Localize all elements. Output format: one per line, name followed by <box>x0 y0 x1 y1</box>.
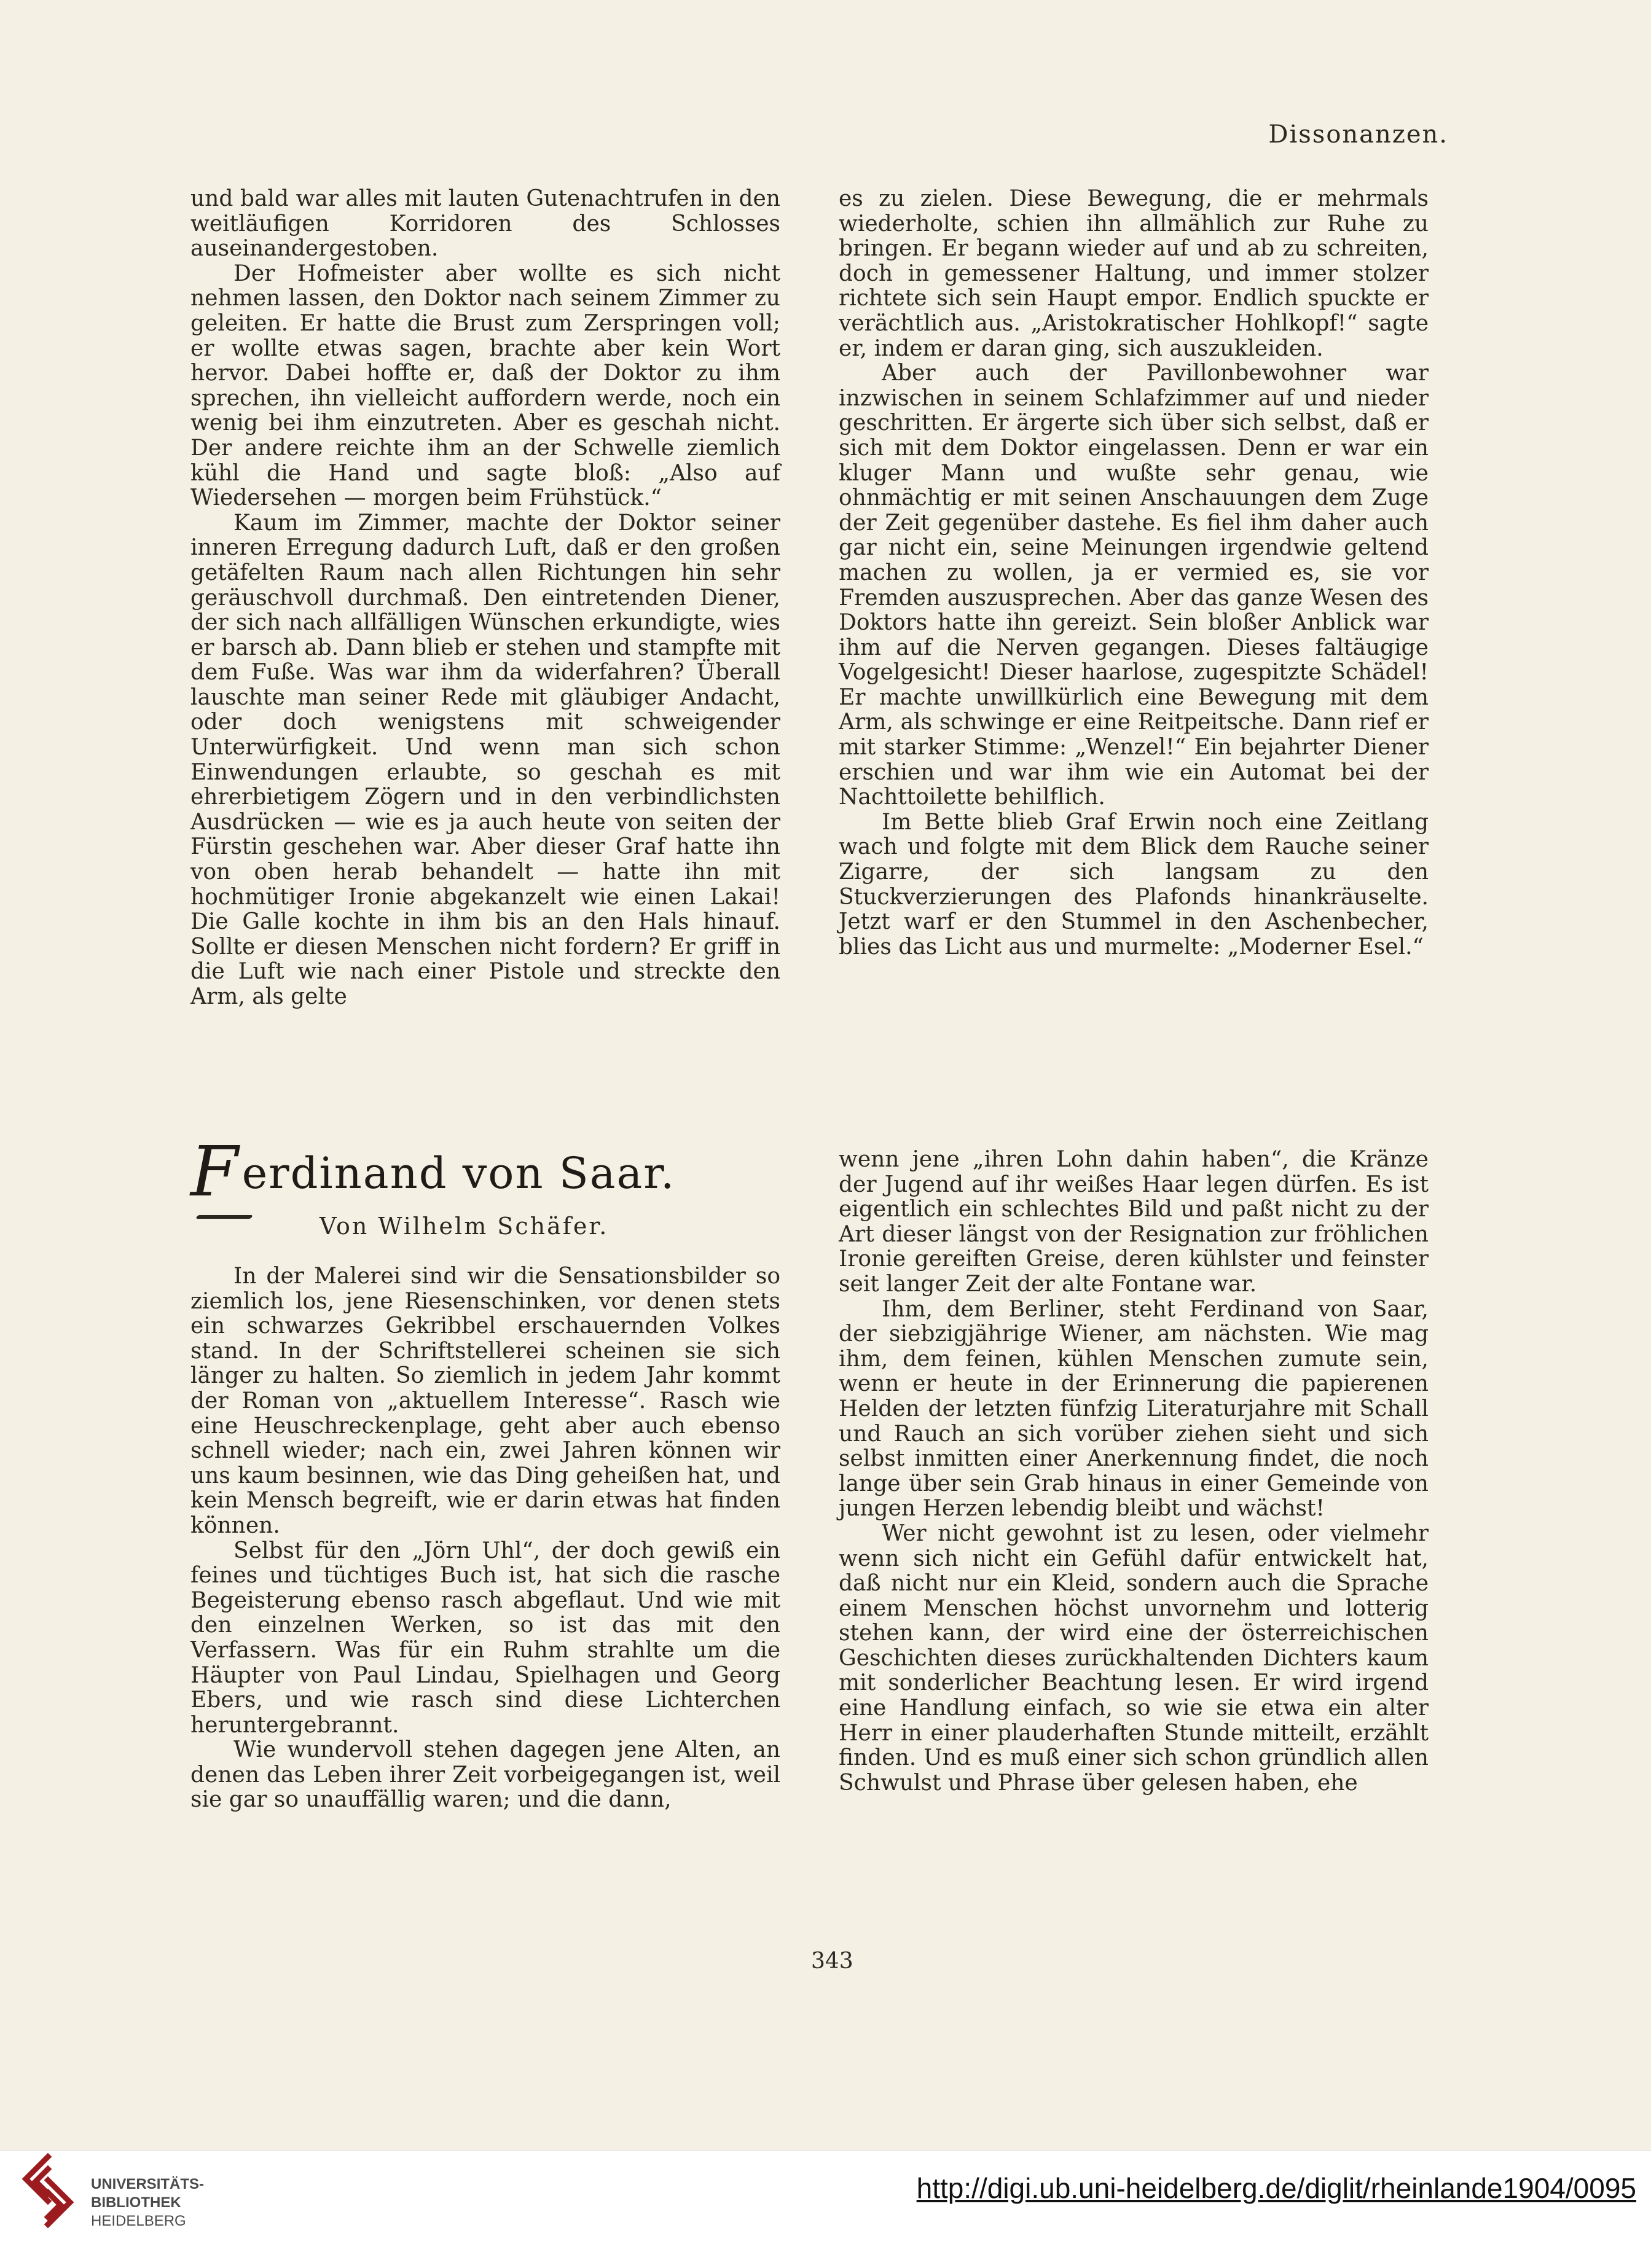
column-top-right <box>839 187 1429 960</box>
paragraph: Im Bette blieb Graf Erwin noch eine Zeitlang wach und folgte mit dem Blick dem Rauche seiner Zigarre, der sich langsam zu den Stuckverzierungen des Plafonds hinankräuselte. Jetzt warf er den Stummel in den Aschenbecher, blies das Licht aus und murmelte: „Moderner Esel.“ <box>839 809 1429 960</box>
paragraph: es zu zielen. Diese Bewegung, die er mehrmals wiederholte, schien ihn allmählich zur Ruhe zu bringen. Er begann wieder auf und ab zu schreiten, doch in gemessener Haltung, und immer stolzer richtete sich sein Haupt empor. Endlich spuckte er verächtlich aus. „Aristokratischer Hohlkopf!“ sagte er, indem er daran ging, sich auszukleiden. <box>839 186 1429 361</box>
library-line-1: UNIVERSITÄTS- <box>91 2176 205 2192</box>
library-line-3: HEIDELBERG <box>91 2213 186 2229</box>
ub-heidelberg-logo-icon <box>17 2152 79 2232</box>
column-top-left <box>190 187 780 1010</box>
title-initial: F <box>190 1132 240 1212</box>
paragraph: wenn jene „ihren Lohn dahin haben“, die Kränze der Jugend auf ihr weißes Haar legen dürfen. Es ist eigentlich ein schlechtes Bild und paßt nicht zu der Art dieser längst von der Resignation zur fröhlichen Ironie gereiften Greise, deren kühlster und feinster seit langer Zeit der alte Fontane war. <box>839 1147 1429 1297</box>
title-rest: erdinand von Saar. <box>241 1148 676 1199</box>
paragraph: Wer nicht gewohnt ist zu lesen, oder vielmehr wenn sich nicht ein Gefühl dafür entwickelt hat, daß nicht nur ein Kleid, sondern auch die Sprache einem Menschen höchst unvornehm und lotterig stehen kann, der wird eine der österreichischen Geschichten dieses zurückhaltenden Dichters kaum mit sonderlicher Beachtung lesen. Er wird irgend eine Handlung einfach, so wie sie etwa ein alter Herr in einer plauderhaften Stunde mitteilt, erzählt finden. Und es muß einer sich schon gründlich allen Schwulst und Phrase über gelesen haben, ehe <box>839 1520 1429 1796</box>
paragraph: In der Malerei sind wir die Sensationsbilder so ziemlich los, jene Riesenschinken, vor denen stets ein schwarzes Gekribbel erschauernden Volkes stand. In der Schriftstellerei scheinen sie sich länger zu halten. So ziemlich in jedem Jahr kommt der Roman von „aktuellem Interesse“. Rasch wie eine Heuschreckenplage, geht aber auch ebenso schnell wieder; nach ein, zwei Jahren können wir uns kaum besinnen, wie das Ding geheißen hat, und kein Mensch begreift, wie er darin etwas hat finden können. <box>190 1264 780 1538</box>
article-author: Von Wilhelm Schäfer. <box>320 1213 609 1240</box>
paragraph: Aber auch der Pavillonbewohner war inzwischen in seinem Schlafzimmer auf und nieder geschritten. Er ärgerte sich über sich selbst, daß er sich mit dem Doktor eingelassen. Denn er war ein kluger Mann und wußte sehr genau, wie ohnmächtig er mit seinen Anschauungen dem Zuge der Zeit gegenüber dastehe. Es fiel ihm daher auch gar nicht ein, seine Meinungen irgendwie geltend machen zu wollen, ja er vermied es, sie vor Fremden auszusprechen. Aber das ganze Wesen des Doktors hatte ihn gereizt. Sein bloßer Anblick war ihm auf die Nerven gegangen. Dieses faltäugige Vogelgesicht! Dieser haarlose, zugespitzte Schädel! Er machte unwillkürlich eine Bewegung mit dem Arm, als schwinge er eine Reitpeitsche. Dann rief er mit starker Stimme: „Wenzel!“ Ein bejahrter Diener erschien und war ihm wie ein Automat bei der Nachttoilette behilflich. <box>839 361 1429 810</box>
column-bottom-right <box>839 1148 1429 1796</box>
paragraph: Der Hofmeister aber wollte es sich nicht nehmen lassen, den Doktor nach seinem Zimmer zu geleiten. Er hatte die Brust zum Zerspringen voll; er wollte etwas sagen, brachte aber kein Wort hervor. Dabei hoffte er, daß der Doktor zu ihm sprechen, ihn vielleicht auffordern werde, noch ein wenig bei ihm einzutreten. Aber es geschah nicht. Der andere reichte ihm an der Schwelle ziemlich kühl die Hand und sagte bloß: „Also auf Wiedersehen — morgen beim Frühstück.“ <box>190 260 780 511</box>
running-head: Dissonanzen. <box>1268 120 1448 149</box>
paragraph: Kaum im Zimmer, machte der Doktor seiner inneren Erregung dadurch Luft, daß er den großen getäfelten Raum nach allen Richtungen hin sehr geräuschvoll durchmaß. Den eintretenden Diener, der sich nach allfälligen Wünschen erkundigte, wies er barsch ab. Dann blieb er stehen und stampfte mit dem Fuße. Was war ihm da widerfahren? Überall lauschte man seiner Rede mit gläubiger Andacht, oder doch wenigstens mit schweigender Unterwürfigkeit. Und wenn man sich schon Einwendungen erlaubte, so geschah es mit ehrerbietigem Zögern und in den verbindlichsten Ausdrücken — wie es ja auch heute von seiten der Fürstin geschehen war. Aber dieser Graf hatte ihn von oben herab behandelt — hatte ihn mit hochmütiger Ironie abgekanzelt wie einen Lakai! Die Galle kochte in ihm bis an den Hals hinauf. Sollte er diesen Menschen nicht fordern? Er griff in die Luft wie nach einer Pistole und streckte den Arm, als gelte <box>190 510 780 1009</box>
article-header <box>190 1132 780 1257</box>
paragraph: Selbst für den „Jörn Uhl“, der doch gewiß ein feines und tüchtiges Buch ist, hat sich die rasche Begeisterung ebenso rasch abgeflaut. Und wie mit den einzelnen Werken, so ist das mit den Verfassern. Was für ein Ruhm strahlte um die Häupter von Paul Lindau, Spielhagen und Georg Ebers, und wie rasch sind diese Lichterchen heruntergebrannt. <box>190 1538 780 1738</box>
column-bottom-left <box>190 1132 780 1813</box>
paragraph: Ihm, dem Berliner, steht Ferdinand von Saar, der siebzigjährige Wiener, am nächsten. Wie mag ihm, dem feinen, kühlen Menschen zumute sein, wenn er heute in der Erinnerung die papierenen Helden der letzten fünfzig Literaturjahre mit Schall und Rauch an sich vorüber ziehen sieht und sich selbst inmitten einer Anerkennung findet, die noch lange über sein Grab hinaus in einer Gemeinde von jungen Herzen lebendig bleibt und wächst! <box>839 1296 1429 1522</box>
paragraph: und bald war alles mit lauten Gutenachtrufen in den weitläufigen Korridoren des Schlosses auseinandergestoben. <box>190 186 780 262</box>
library-name <box>91 2175 204 2231</box>
page-number: 343 <box>811 1949 853 1974</box>
title-ornament <box>195 1215 253 1219</box>
library-line-2: BIBLIOTHEK <box>91 2194 181 2211</box>
column-bottom-left-body <box>190 1264 780 1813</box>
paragraph: Wie wundervoll stehen dagegen jene Alten, an denen das Leben ihrer Zeit vorbeigegangen ist, weil sie gar so unauffällig waren; und die dann, <box>190 1737 780 1813</box>
permalink-url[interactable]: http://digi.ub.uni-heidelberg.de/diglit/rheinlande1904/0095 <box>916 2172 1636 2204</box>
article-title <box>190 1132 676 1212</box>
footer-bar <box>0 2150 1651 2268</box>
